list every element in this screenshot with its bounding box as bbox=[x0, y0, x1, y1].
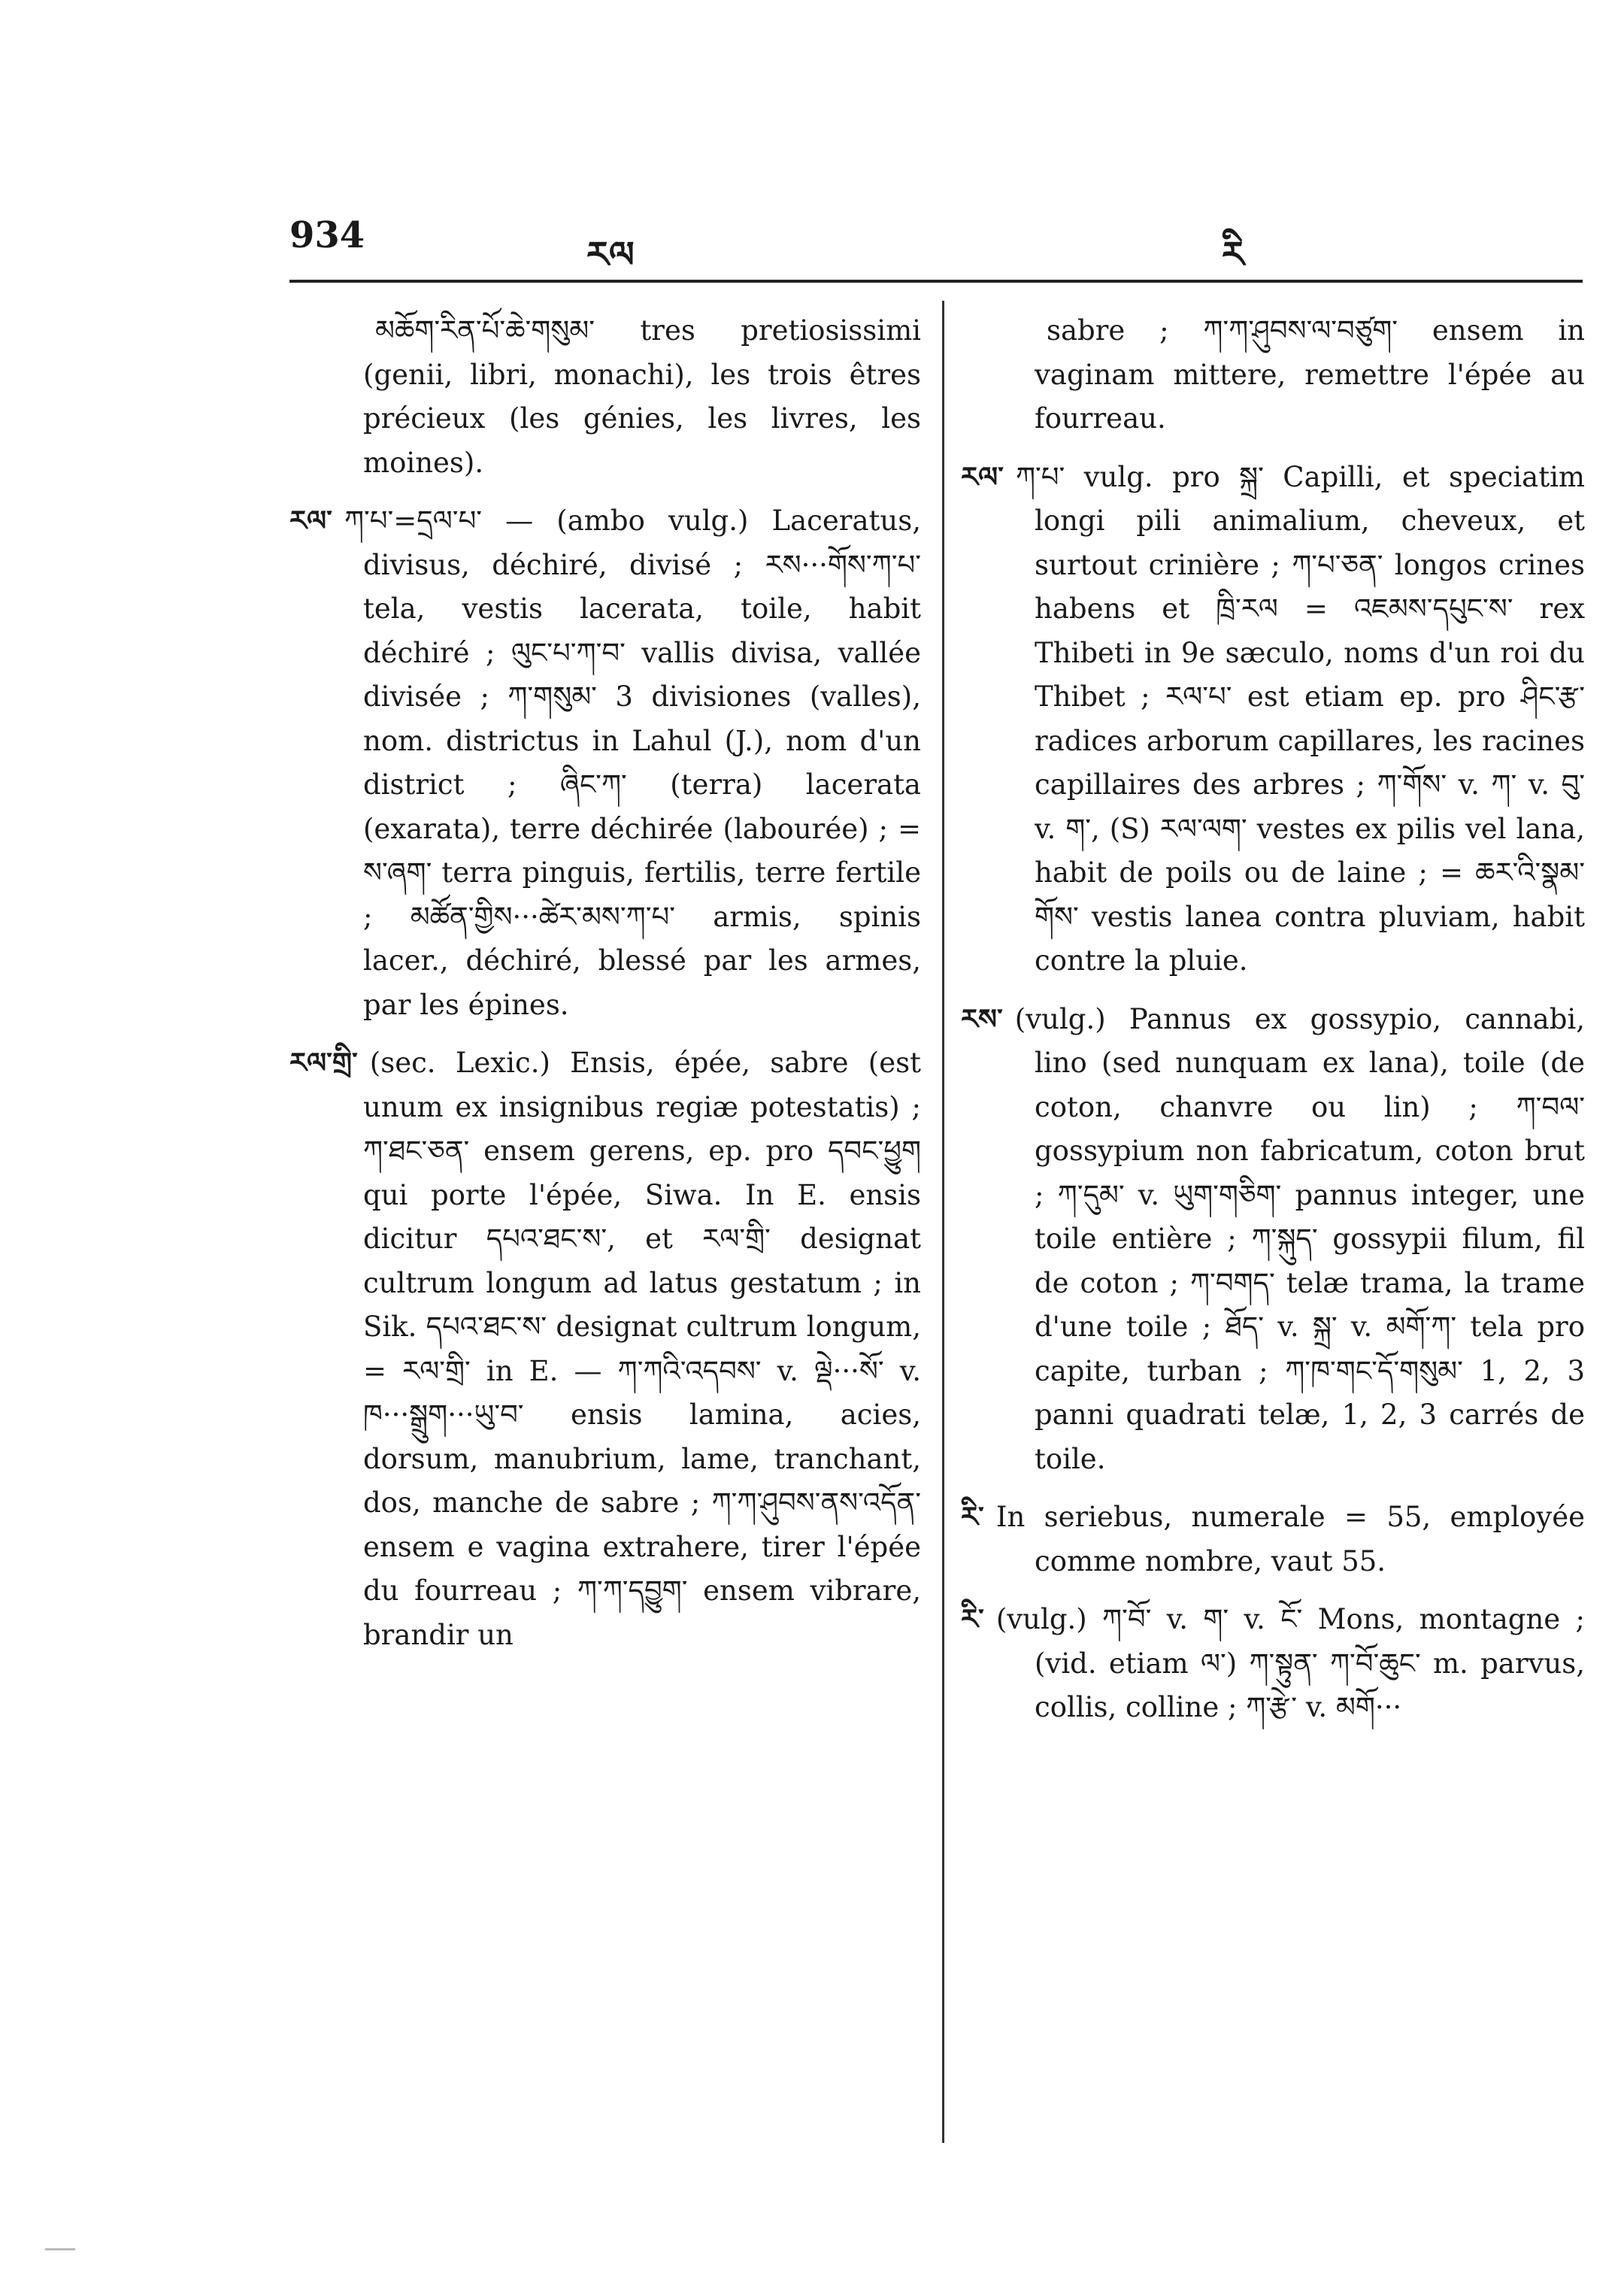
left-column bbox=[289, 308, 921, 1671]
entry-text: མཆོག་རིན་པོ་ཆེ་གསུམ་ tres pretiosissimi (genii, libri, monachi), les trois êtres précieux (les génies, les livres, les moines). bbox=[363, 314, 921, 479]
dictionary-entry bbox=[961, 1495, 1585, 1583]
column-divider bbox=[942, 301, 944, 2143]
page-number: 934 bbox=[289, 214, 365, 256]
entry-text: sabre ; ཀ་ཀ་ཤུབས་ལ་བཙུག་ ensem in vaginam mittere, remettre l'épée au fourreau. bbox=[1035, 314, 1585, 435]
dictionary-entry bbox=[961, 308, 1585, 441]
entry-headword: རལ་གྲི་ bbox=[289, 1046, 358, 1079]
dictionary-entry bbox=[961, 455, 1585, 983]
entry-text: ཀ་པ་ vulg. pro སྐྲ་ Capilli, et speciatim longi pili animalium, cheveux, et surtout crinière ; ཀ་པ་ཅན་ longos crines habens et ཁྲི་རལ = འཇམས་དཔུང་ས་ rex Thibeti in 9e sæculo, noms d'un roi du Thibet ; རལ་པ་ est etiam ep. pro ཤིང་རྩ་ radices arborum capillares, les racines capillaires des arbres ; ཀ་གོས་ v. ཀ་ v. བུ་ v. ག་, (S) རལ་ལག་ vestes ex pilis vel lana, habit de poils ou de laine ; = ཆར་འི་སྣམ་གོས་ vestis lanea contra pluviam, habit contre la pluie. bbox=[1015, 460, 1585, 977]
dictionary-entry bbox=[289, 499, 921, 1027]
dictionary-entry bbox=[961, 997, 1585, 1482]
dictionary-entry bbox=[289, 308, 921, 485]
page-header bbox=[289, 207, 1583, 276]
entry-text: ཀ་པ་=དྲལ་པ་ — (ambo vulg.) Laceratus, divisus, déchiré, divisé ; རས···གོས་ཀ་པ་ tela, vestis lacerata, toile, habit déchiré ; ལུང་པ་ཀ་བ་ vallis divisa, vallée divisée ; ཀ་གསུམ་ 3 divisiones (valles), nom. districtus in Lahul (J.), nom d'un district ; ཞིང་ཀ་ (terra) lacerata (exarata), terre déchirée (labourée) ; = ས་ཞག་ terra pinguis, fertilis, terre fertile ; མཚོན་གྱིས···ཚེར་མས་ཀ་པ་ armis, spinis lacer., déchiré, blessé par les armes, par les épines. bbox=[344, 505, 921, 1021]
entry-headword: རས་ bbox=[961, 1002, 1003, 1035]
header-rule bbox=[289, 280, 1583, 283]
entry-headword: རལ་ bbox=[961, 459, 1004, 493]
footer-mark bbox=[45, 2248, 75, 2250]
dictionary-entry bbox=[961, 1597, 1585, 1730]
running-head-right: རི bbox=[1222, 234, 1244, 276]
running-head-left: རལ bbox=[586, 234, 635, 276]
entry-headword: རལ་ bbox=[289, 504, 332, 537]
entry-text: (vulg.) ཀ་བོ་ v. ག་ v. ངོ་ Mons, montagne ; (vid. etiam ལ་) ཀ་སྟུན་ ཀ་བོ་ཆུང་ m. parvus, collis, colline ; ཀ་རྩེ་ v. མགོ··· bbox=[995, 1603, 1585, 1723]
entry-text: (vulg.) Pannus ex gossypio, cannabi, lino (sed nunquam ex lana), toile (de coton, chanvre ou lin) ; ཀ་བལ་ gossypium non fabricatum, coton brut ; ཀ་དུམ་ v. ཡུག་གཅིག་ pannus integer, une toile entière ; ཀ་སྐུད་ gossypii filum, fil de coton ; ཀ་བགད་ telæ trama, la trame d'une toile ; ཐོད་ v. སྐྲ་ v. མགོ་ཀ་ tela pro capite, turban ; ཀ་ཁ་གང་དོ་གསུམ་ 1, 2, 3 panni quadrati telæ, 1, 2, 3 carrés de toile. bbox=[1014, 1002, 1585, 1475]
dictionary-entry bbox=[289, 1041, 921, 1657]
entry-headword: རི་ bbox=[961, 1602, 984, 1635]
entry-text: In seriebus, numerale = 55, employée comme nombre, vaut 55. bbox=[995, 1501, 1585, 1577]
entry-headword: རི་ bbox=[961, 1500, 984, 1533]
right-column bbox=[961, 308, 1585, 1744]
entry-text: (sec. Lexic.) Ensis, épée, sabre (est unum ex insignibus regiæ potestatis) ; ཀ་ཐང་ཅན་ ensem gerens, ep. pro དབང་ཕྱུག qui porte l'épée, Siwa. In E. ensis dicitur དཔའ་ཐང་ས་, et རལ་གྲི་ designat cultrum longum ad latus gestatum ; in Sik. དཔའ་ཐང་ས་ designat cultrum longum, = རལ་གྲི་ in E. — ཀ་ཀའི་འདབས་ v. ལྡེ···སོ་ v. ཁ···སྒྲུག···ཡུ་བ་ ensis lamina, acies, dorsum, manubrium, lame, tranchant, dos, manche de sabre ; ཀ་ཀ་ཤུབས་ནས་འདོན་ ensem e vagina extrahere, tirer l'épée du fourreau ; ཀ་ཀ་དབྱུག་ ensem vibrare, brandir un bbox=[363, 1047, 921, 1651]
